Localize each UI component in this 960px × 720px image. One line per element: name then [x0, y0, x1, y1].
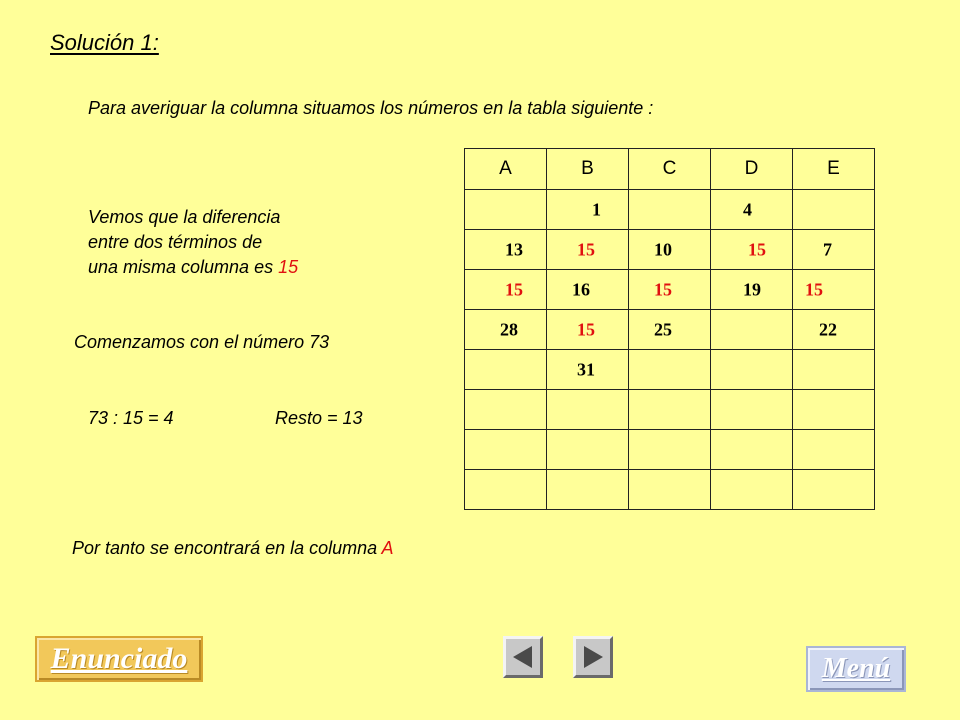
table-cell: [547, 230, 629, 270]
table-cell: [465, 310, 547, 350]
cell-value: 15: [654, 279, 672, 299]
table-cell: [711, 350, 793, 390]
difference-explanation: [88, 205, 298, 281]
division-text: 73 : 15 = 4: [88, 408, 174, 428]
column-header-d: D: [711, 149, 793, 190]
enunciado-button[interactable]: Enunciado: [35, 636, 203, 682]
next-button[interactable]: [573, 636, 613, 678]
table-row: [465, 190, 875, 230]
table-cell: [465, 230, 547, 270]
difference-line-3: [88, 255, 298, 280]
cell-value: 1: [592, 199, 601, 219]
table-cell: [711, 470, 793, 510]
start-number-text: Comenzamos con el número 73: [74, 332, 330, 352]
cell-value: 7: [823, 239, 832, 259]
cell-value: 19: [743, 279, 761, 299]
cell-value: 15: [805, 279, 823, 299]
table-cell: [547, 470, 629, 510]
menu-button[interactable]: Menú: [806, 646, 906, 692]
conclusion-column: A: [381, 538, 394, 558]
cell-value: 22: [819, 319, 837, 339]
table-cell: [793, 390, 875, 430]
difference-line-3-text: una misma columna es: [88, 257, 279, 278]
column-header-e: E: [793, 149, 875, 190]
table-cell: [465, 350, 547, 390]
table-cell: [629, 390, 711, 430]
table-row: [465, 310, 875, 350]
table-cell: [793, 230, 875, 270]
table-cell: [465, 190, 547, 230]
table-row: [465, 390, 875, 430]
table-cell: [793, 350, 875, 390]
table-row: [465, 270, 875, 310]
cell-value: 15: [505, 279, 523, 299]
cell-value: 28: [500, 319, 518, 339]
column-header-c: C: [629, 149, 711, 190]
table-cell: [711, 270, 793, 310]
cell-value: 16: [572, 279, 590, 299]
page-title: Solución 1:: [50, 30, 159, 55]
cell-value: 31: [577, 359, 595, 379]
table-cell: [629, 350, 711, 390]
number-table: [464, 148, 875, 510]
difference-line-2: entre dos términos de: [88, 232, 263, 253]
table-cell: [711, 310, 793, 350]
table-cell: [629, 230, 711, 270]
conclusion-prefix: Por tanto se encontrará en la columna: [72, 538, 382, 558]
table-row: [465, 350, 875, 390]
table-cell: [547, 310, 629, 350]
cell-value: 13: [505, 239, 523, 259]
cell-value: 15: [577, 239, 595, 259]
table-cell: [793, 270, 875, 310]
previous-button[interactable]: [503, 636, 543, 678]
table-cell: [465, 390, 547, 430]
table-cell: [629, 470, 711, 510]
left-arrow-icon: [510, 644, 536, 670]
cell-value: 15: [577, 319, 595, 339]
table-cell: [711, 230, 793, 270]
column-header-b: B: [547, 149, 629, 190]
conclusion-text: [72, 538, 394, 559]
table-cell: [465, 470, 547, 510]
cell-value: 10: [654, 239, 672, 259]
remainder-text: Resto = 13: [275, 408, 363, 428]
table-cell: [547, 190, 629, 230]
table-cell: [547, 430, 629, 470]
table-row: [465, 430, 875, 470]
table-cell: [465, 430, 547, 470]
difference-value: 15: [278, 257, 299, 278]
table-cell: [465, 270, 547, 310]
table-cell: [711, 390, 793, 430]
table-cell: [793, 470, 875, 510]
table-cell: [629, 190, 711, 230]
table-cell: [547, 390, 629, 430]
table-cell: [793, 190, 875, 230]
table-cell: [547, 350, 629, 390]
intro-text: Para averiguar la columna situamos los números en la tabla siguiente :: [88, 98, 654, 118]
table-cell: [629, 430, 711, 470]
table-cell: [547, 270, 629, 310]
cell-value: 4: [743, 199, 752, 219]
cell-value: 15: [748, 239, 766, 259]
table-row: [465, 230, 875, 270]
column-header-a: A: [465, 149, 547, 190]
table-cell: [793, 310, 875, 350]
table-cell: [793, 430, 875, 470]
table-cell: [629, 270, 711, 310]
table-cell: [629, 310, 711, 350]
cell-value: 25: [654, 319, 672, 339]
table-row: [465, 470, 875, 510]
table-header-row: [465, 149, 875, 190]
table-cell: [711, 430, 793, 470]
right-arrow-icon: [580, 644, 606, 670]
difference-line-1: Vemos que la diferencia: [88, 207, 281, 227]
table-cell: [711, 190, 793, 230]
